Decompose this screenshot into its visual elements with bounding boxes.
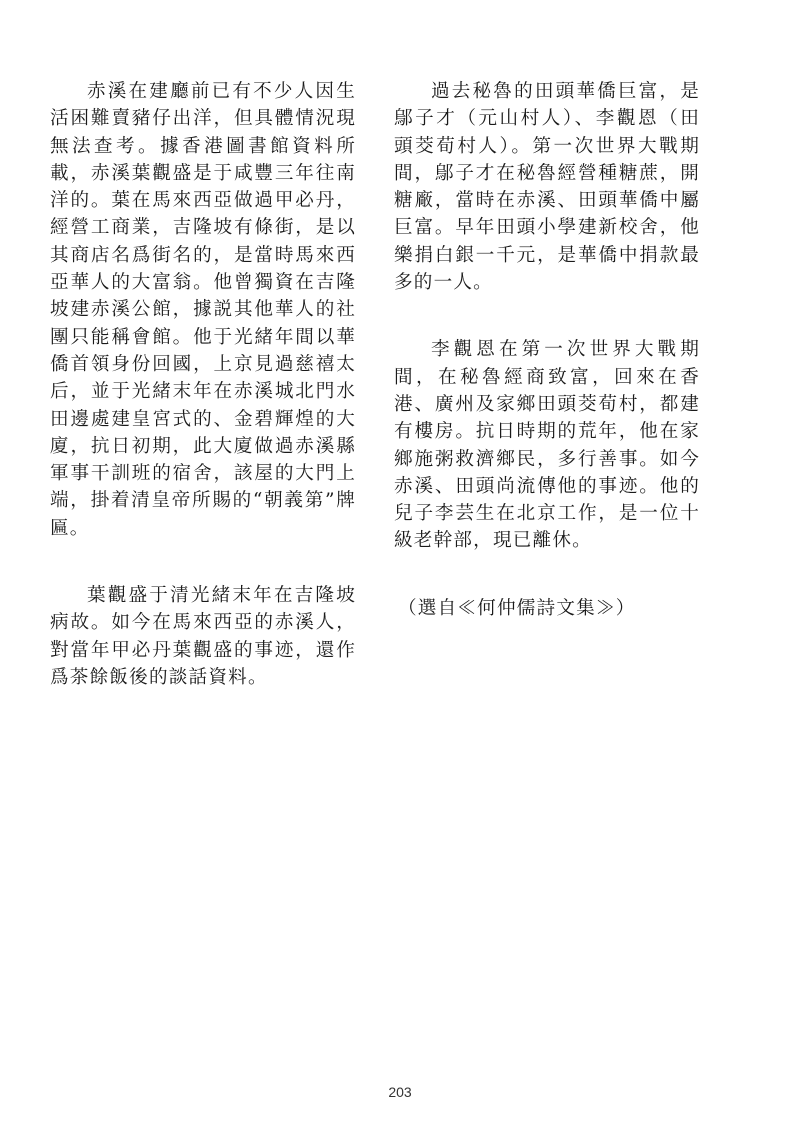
left-column bbox=[50, 78, 356, 731]
paragraph-peru-overseas-chinese: 過去秘魯的田頭華僑巨富，是鄔子才（元山村人）、李觀恩（田頭茭荀村人）。第一次世界大戰期間，鄔子才在秘魯經營種糖蔗，開糖廠，當時在赤溪、田頭華僑中屬巨富。早年田頭小學建新校舍，他樂捐白銀一千元，是華僑中捐款最多的一人。 bbox=[394, 81, 700, 294]
paragraph-ye-guansheng-death: 葉觀盛于清光緒末年在吉隆坡病故。如今在馬來西亞的赤溪人，對當年甲必丹葉觀盛的事迹，還作爲茶餘飯後的談話資料。 bbox=[50, 585, 356, 688]
source-citation: （選自≪何仲儒詩文集≫） bbox=[398, 597, 636, 619]
paragraph-ye-guansheng-history: 赤溪在建廳前已有不少人因生活困難賣豬仔出洋，但具體情況現無法查考。據香港圖書館資料所載，赤溪葉觀盛是于咸豐三年往南洋的。葉在馬來西亞做過甲必丹，經營工商業，吉隆坡有條街，是以其商店名爲街名的，是當時馬來西亞華人的大富翁。他曾獨資在吉隆坡建赤溪公館，據説其他華人的社團只能稱會館。他于光緒年間以華僑首領身份回國，上京見過慈禧太后，並于光緒末年在赤溪城北門水田邊處建皇宮式的、金碧輝煌的大廈，抗日初期，此大廈做過赤溪縣軍事干訓班的宿舍，該屋的大門上端，掛着清皇帝所賜的“朝義第”牌匾。 bbox=[50, 81, 356, 539]
paragraph-li-guanen: 李觀恩在第一次世界大戰期間，在秘魯經商致富，回來在香港、廣州及家鄉田頭茭荀村，都建有樓房。抗日時期的荒年，他在家鄉施粥救濟鄉民，多行善事。如今赤溪、田頭尚流傳他的事迹。他的兒子李芸生在北京工作，是一位十級老幹部，現已離休。 bbox=[394, 339, 700, 552]
right-column bbox=[394, 78, 700, 622]
page-number: 203 bbox=[388, 1084, 412, 1100]
